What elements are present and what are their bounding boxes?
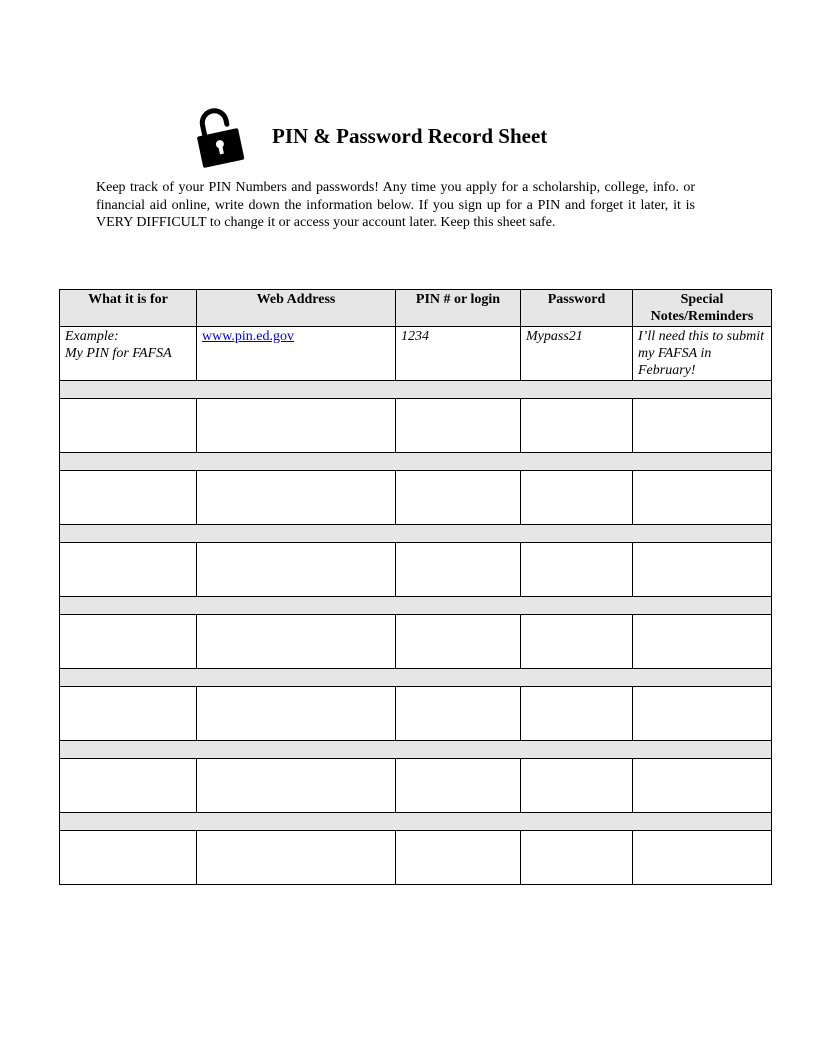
- example-web-cell: [197, 327, 396, 381]
- separator-cell: [60, 453, 772, 471]
- example-password-cell: Mypass21: [521, 327, 633, 381]
- entry-what-cell[interactable]: [60, 759, 197, 813]
- example-web-link[interactable]: www.pin.ed.gov: [202, 329, 295, 344]
- entry-row: [60, 687, 772, 741]
- entry-what-cell[interactable]: [60, 399, 197, 453]
- entry-notes-cell[interactable]: [633, 543, 772, 597]
- entry-pin-cell[interactable]: [396, 831, 521, 885]
- entry-web-address-cell[interactable]: [197, 615, 396, 669]
- entry-notes-cell[interactable]: [633, 615, 772, 669]
- example-notes-cell: I’ll need this to submit my FAFSA in February!: [633, 327, 772, 381]
- entry-password-cell[interactable]: [521, 471, 633, 525]
- column-header-notes: Special Notes/Reminders: [633, 290, 772, 327]
- separator-cell: [60, 669, 772, 687]
- separator-row: [60, 741, 772, 759]
- entry-password-cell[interactable]: [521, 831, 633, 885]
- entry-what-cell[interactable]: [60, 471, 197, 525]
- record-table: [59, 289, 772, 885]
- column-header-password: Password: [521, 290, 633, 327]
- separator-row: [60, 813, 772, 831]
- entry-web-address-cell[interactable]: [197, 831, 396, 885]
- example-label: Example:: [65, 329, 119, 344]
- intro-paragraph: Keep track of your PIN Numbers and passwords! Any time you apply for a scholarship, college, info. or financial aid online, write down the information below. If you sign up for a PIN and forget it later, it is VERY DIFFICULT to change it or access your account later. Keep this sheet safe.: [96, 180, 695, 230]
- entry-notes-cell[interactable]: [633, 471, 772, 525]
- example-pin-cell: 1234: [396, 327, 521, 381]
- column-header-web-address: Web Address: [197, 290, 396, 327]
- padlock-icon: [192, 104, 248, 168]
- header-row: [60, 290, 772, 327]
- entry-pin-cell[interactable]: [396, 471, 521, 525]
- separator-row: [60, 381, 772, 399]
- entry-row: [60, 831, 772, 885]
- entry-password-cell[interactable]: [521, 543, 633, 597]
- separator-cell: [60, 741, 772, 759]
- example-row: [60, 327, 772, 381]
- entry-row: [60, 543, 772, 597]
- entry-what-cell[interactable]: [60, 831, 197, 885]
- page-title: PIN & Password Record Sheet: [272, 124, 548, 148]
- entry-password-cell[interactable]: [521, 399, 633, 453]
- separator-cell: [60, 381, 772, 399]
- separator-row: [60, 525, 772, 543]
- entry-what-cell[interactable]: [60, 615, 197, 669]
- entry-pin-cell[interactable]: [396, 759, 521, 813]
- entry-pin-cell[interactable]: [396, 687, 521, 741]
- separator-row: [60, 669, 772, 687]
- entry-web-address-cell[interactable]: [197, 543, 396, 597]
- entry-notes-cell[interactable]: [633, 687, 772, 741]
- entry-notes-cell[interactable]: [633, 831, 772, 885]
- separator-cell: [60, 597, 772, 615]
- separator-row: [60, 453, 772, 471]
- separator-row: [60, 597, 772, 615]
- entry-password-cell[interactable]: [521, 687, 633, 741]
- entry-pin-cell[interactable]: [396, 615, 521, 669]
- entry-password-cell[interactable]: [521, 759, 633, 813]
- entry-what-cell[interactable]: [60, 543, 197, 597]
- separator-cell: [60, 813, 772, 831]
- entry-notes-cell[interactable]: [633, 399, 772, 453]
- entry-row: [60, 615, 772, 669]
- entry-row: [60, 399, 772, 453]
- entry-web-address-cell[interactable]: [197, 759, 396, 813]
- entry-what-cell[interactable]: [60, 687, 197, 741]
- separator-cell: [60, 525, 772, 543]
- entry-web-address-cell[interactable]: [197, 471, 396, 525]
- column-header-what: What it is for: [60, 290, 197, 327]
- example-what-cell: [60, 327, 197, 381]
- entry-web-address-cell[interactable]: [197, 687, 396, 741]
- entry-password-cell[interactable]: [521, 615, 633, 669]
- entry-row: [60, 759, 772, 813]
- entry-pin-cell[interactable]: [396, 543, 521, 597]
- entry-web-address-cell[interactable]: [197, 399, 396, 453]
- entry-row: [60, 471, 772, 525]
- column-header-pin: PIN # or login: [396, 290, 521, 327]
- example-what: My PIN for FAFSA: [65, 346, 172, 361]
- entry-notes-cell[interactable]: [633, 759, 772, 813]
- entry-pin-cell[interactable]: [396, 399, 521, 453]
